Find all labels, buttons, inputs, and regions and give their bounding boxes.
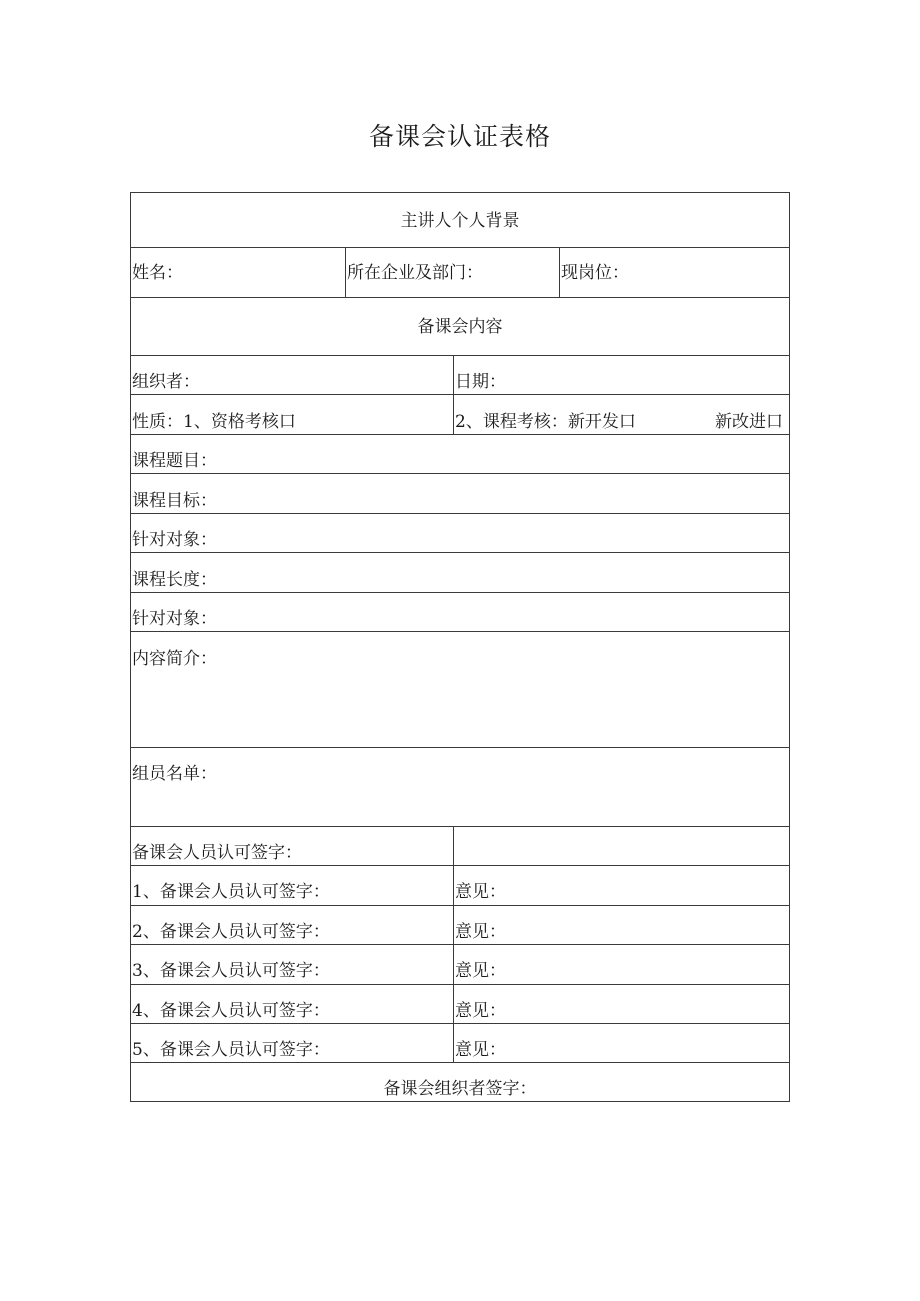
row-divider (131, 552, 789, 553)
signature-label: 2、备课会人员认可签字： (132, 922, 330, 942)
opinion-label: 意见： (455, 922, 506, 942)
row-divider (131, 592, 789, 593)
opinion-label: 意见： (455, 961, 506, 981)
course-title-field-label: 课程题目： (132, 451, 217, 471)
course-length-field-label: 课程长度： (132, 570, 217, 590)
signature-label: 4、备课会人员认可签字： (132, 1001, 330, 1021)
current-post-field-label: 现岗位： (561, 263, 629, 283)
row-divider (131, 984, 789, 985)
column-divider (345, 247, 346, 297)
date-field-label: 日期： (455, 372, 506, 392)
column-divider (559, 247, 560, 297)
row-divider (131, 826, 789, 827)
target-audience-field-label-2: 针对对象： (132, 609, 217, 629)
section-heading-content: 备课会内容 (417, 317, 503, 337)
nature-option-improvement: 新改进口 (715, 412, 783, 432)
approval-header-label: 备课会人员认可签字： (132, 843, 302, 863)
row-divider (131, 297, 789, 298)
row-divider (131, 865, 789, 866)
target-audience-field-label: 针对对象： (132, 530, 217, 550)
column-divider (453, 826, 454, 1062)
row-divider (131, 944, 789, 945)
course-goal-field-label: 课程目标： (132, 491, 217, 511)
signature-label: 5、备课会人员认可签字： (132, 1040, 330, 1060)
member-list-field-label: 组员名单： (132, 764, 217, 784)
section-heading-background: 主讲人个人背景 (400, 211, 520, 231)
certification-form-table (130, 192, 790, 1102)
page-title: 备课会认证表格 (368, 122, 551, 151)
row-divider (131, 1023, 789, 1024)
content-intro-field-label: 内容简介： (132, 649, 217, 669)
row-divider (131, 434, 789, 435)
signature-label: 3、备课会人员认可签字： (132, 961, 330, 981)
name-field-label: 姓名： (132, 263, 183, 283)
row-divider (131, 473, 789, 474)
opinion-label: 意见： (455, 1040, 506, 1060)
row-divider (131, 905, 789, 906)
organizer-signature-label: 备课会组织者签字： (383, 1079, 537, 1099)
company-dept-field-label: 所在企业及部门： (347, 263, 483, 283)
row-divider (131, 747, 789, 748)
row-divider (131, 355, 789, 356)
column-divider (453, 355, 454, 434)
opinion-label: 意见： (455, 882, 506, 902)
signature-label: 1、备课会人员认可签字： (132, 882, 330, 902)
organizer-field-label: 组织者： (132, 372, 200, 392)
row-divider (131, 513, 789, 514)
opinion-label: 意见： (455, 1001, 506, 1021)
row-divider (131, 631, 789, 632)
nature-option-new-development: 2、课程考核：新开发口 (455, 412, 636, 432)
nature-option-qualification: 性质：1、资格考核口 (132, 412, 296, 432)
row-divider (131, 1062, 789, 1063)
row-divider (131, 247, 789, 248)
row-divider (131, 394, 789, 395)
